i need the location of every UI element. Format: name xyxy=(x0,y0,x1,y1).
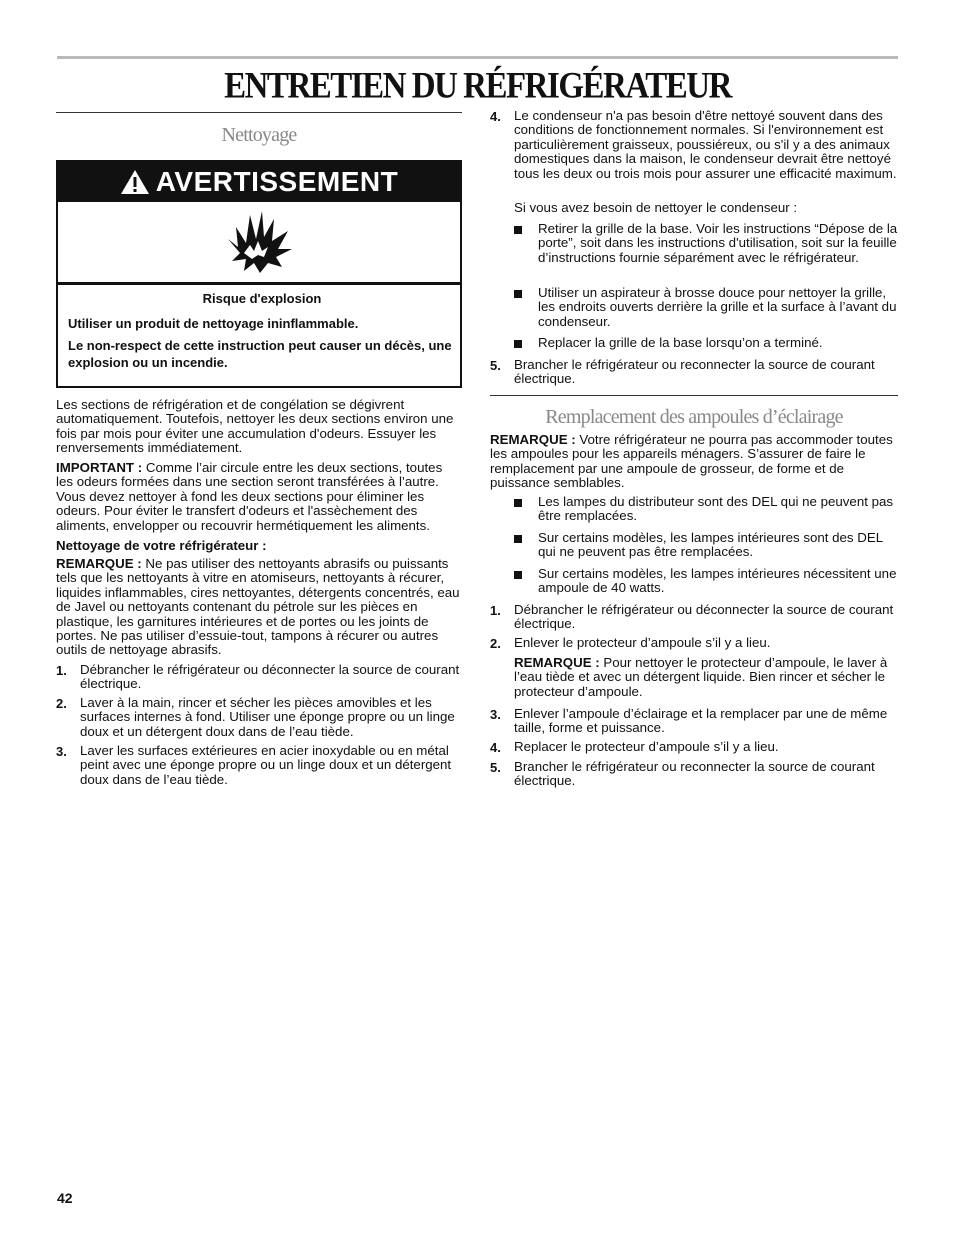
step-text: Laver les surfaces extérieures en acier inoxydable ou en métal peint avec une éponge propre ou un linge doux et un détergent doux dans de l’eau tiède. xyxy=(80,743,452,787)
intro-paragraph: Les sections de réfrigération et de congélation se dégivrent automatiquement. Toutefois, nettoyer les deux sections environ une fois par mois pour éviter une accumulation d'odeurs. Essuyer les renversements immédiatement. xyxy=(56,397,454,456)
warning-icon-area xyxy=(58,202,460,285)
step-text: Le condenseur n'a pas besoin d'être nettoyé souvent dans des conditions de fonctionnement normales. Si l'environnement est particulièrement graisseux, poussiéreux, ou s'il y a des animaux domestiques dans la maison, le condenseur devrait être nettoyé tous les deux ou trois mois pour assurer une efficacité maximum. xyxy=(514,108,897,181)
section-heading-ampoules: Remplacement des ampoules d’éclairage xyxy=(545,406,843,428)
bullet-icon xyxy=(514,226,522,234)
bullet-text: Retirer la grille de la base. Voir les instructions “Dépose de la porte”, soit dans les instructions d'utilisation, soit sur la feuille d’instructions fournie séparément avec le réfrigérateur. xyxy=(538,221,898,265)
step-number: 1. xyxy=(490,603,501,618)
remarque-label: REMARQUE : xyxy=(56,556,142,571)
step-number: 2. xyxy=(490,636,501,651)
warning-text xyxy=(68,290,456,371)
section-heading-nettoyage: Nettoyage xyxy=(221,124,297,146)
warning-label: AVERTISSEMENT xyxy=(155,166,399,197)
step-text: Enlever le protecteur d’ampoule s’il y a lieu. xyxy=(514,635,771,650)
step-text: Brancher le réfrigérateur ou reconnecter la source de courant électrique. xyxy=(514,357,875,387)
bullet-icon xyxy=(514,290,522,298)
step-text: Enlever l’ampoule d’éclairage et la remplacer par une de même taille, forme et puissance. xyxy=(514,706,888,736)
top-rule xyxy=(57,56,898,59)
step-text: Laver à la main, rincer et sécher les pièces amovibles et les surfaces internes à fond. Utiliser une éponge propre ou un linge doux et un détergent doux dans de l’eau tiède. xyxy=(80,695,455,739)
step-number: 3. xyxy=(56,744,67,759)
bullet-icon xyxy=(514,340,522,348)
step-text: Replacer le protecteur d’ampoule s’il y a lieu. xyxy=(514,739,779,754)
remarque-paragraph xyxy=(56,557,462,658)
step-number: 4. xyxy=(490,109,501,124)
step-number: 2. xyxy=(56,696,67,711)
step-number: 4. xyxy=(490,740,501,755)
bullet-text: Sur certains modèles, les lampes intérieures sont des DEL qui ne peuvent pas être remplacées. xyxy=(538,530,883,560)
warning-line-1: Utiliser un produit de nettoyage ininflammable. xyxy=(68,316,359,331)
bullet-text: Utiliser un aspirateur à brosse douce pour nettoyer la grille, les endroits ouverts derrière la grille et la surface à l’avant du condenseur. xyxy=(538,285,897,329)
condenser-intro: Si vous avez besoin de nettoyer le condenseur : xyxy=(514,200,798,215)
section-rule xyxy=(490,395,898,396)
bullet-icon xyxy=(514,571,522,579)
warning-triangle-icon xyxy=(120,169,150,195)
remarque-text: Pour nettoyer le protecteur d’ampoule, le laver à l’eau tiède et avec un détergent liquide. Bien rincer et sécher le protecteur d’ampoule. xyxy=(514,655,888,699)
remarque-label: REMARQUE : xyxy=(490,432,576,447)
important-paragraph xyxy=(56,461,462,533)
bullet-text: Les lampes du distributeur sont des DEL qui ne peuvent pas être remplacées. xyxy=(538,494,894,524)
warning-header xyxy=(58,162,460,202)
cleaning-subheading: Nettoyage de votre réfrigérateur : xyxy=(56,538,267,553)
step-number: 3. xyxy=(490,707,501,722)
step-number: 1. xyxy=(56,663,67,678)
explosion-icon xyxy=(224,209,294,275)
bulb-remarque xyxy=(490,433,898,491)
bullet-text: Sur certains modèles, les lampes intérieures nécessitent une ampoule de 40 watts. xyxy=(538,566,897,596)
step-text: Débrancher le réfrigérateur ou déconnecter la source de courant électrique. xyxy=(514,602,894,632)
warning-line-2: Le non-respect de cette instruction peut causer un décès, une explosion ou un incendie. xyxy=(68,338,452,370)
step-text: Débrancher le réfrigérateur ou déconnecter la source de courant électrique. xyxy=(80,662,460,692)
important-text: Comme l’air circule entre les deux sections, toutes les odeurs formées dans une section seront transférées à l’autre. Vous devez nettoyer à fond les deux sections pour éliminer les odeurs. Pour éviter le transfert d'odeurs et l'assèchement des aliments, envelopper ou recouvrir hermétiquement les aliments. xyxy=(56,460,443,533)
remarque-text: Ne pas utiliser des nettoyants abrasifs ou puissants tels que les nettoyants à vitre en atomiseurs, nettoyants à récurer, liquides inflammables, cires nettoyantes, détergents concentrés, eau de Javel ou nettoyants contenant du pétrole sur les pièces en plastique, les garnitures intérieures et de portes ou les joints de portes. Ne pas utiliser d’essuie-tout, tampons à récurer ou autres outils de nettoyage abrasifs. xyxy=(56,556,460,658)
bullet-icon xyxy=(514,535,522,543)
section-rule xyxy=(56,112,462,113)
step-note xyxy=(514,656,898,699)
warning-box xyxy=(56,160,462,388)
step-text: Brancher le réfrigérateur ou reconnecter la source de courant électrique. xyxy=(514,759,875,789)
page-number: 42 xyxy=(57,1190,73,1206)
step-number: 5. xyxy=(490,358,501,373)
page-title: ENTRETIEN DU RÉFRIGÉRATEUR xyxy=(224,66,731,107)
warning-risk: Risque d'explosion xyxy=(202,291,322,306)
bullet-text: Replacer la grille de la base lorsqu’on a terminé. xyxy=(538,335,823,350)
remarque-text: Votre réfrigérateur ne pourra pas accommoder toutes les ampoules pour les appareils ménagers. S’assurer de faire le remplacement par une ampoule de grosseur, de forme et de puissance semblables. xyxy=(490,432,893,491)
remarque-label: REMARQUE : xyxy=(514,655,600,670)
important-label: IMPORTANT : xyxy=(56,460,143,475)
bullet-icon xyxy=(514,499,522,507)
step-number: 5. xyxy=(490,760,501,775)
